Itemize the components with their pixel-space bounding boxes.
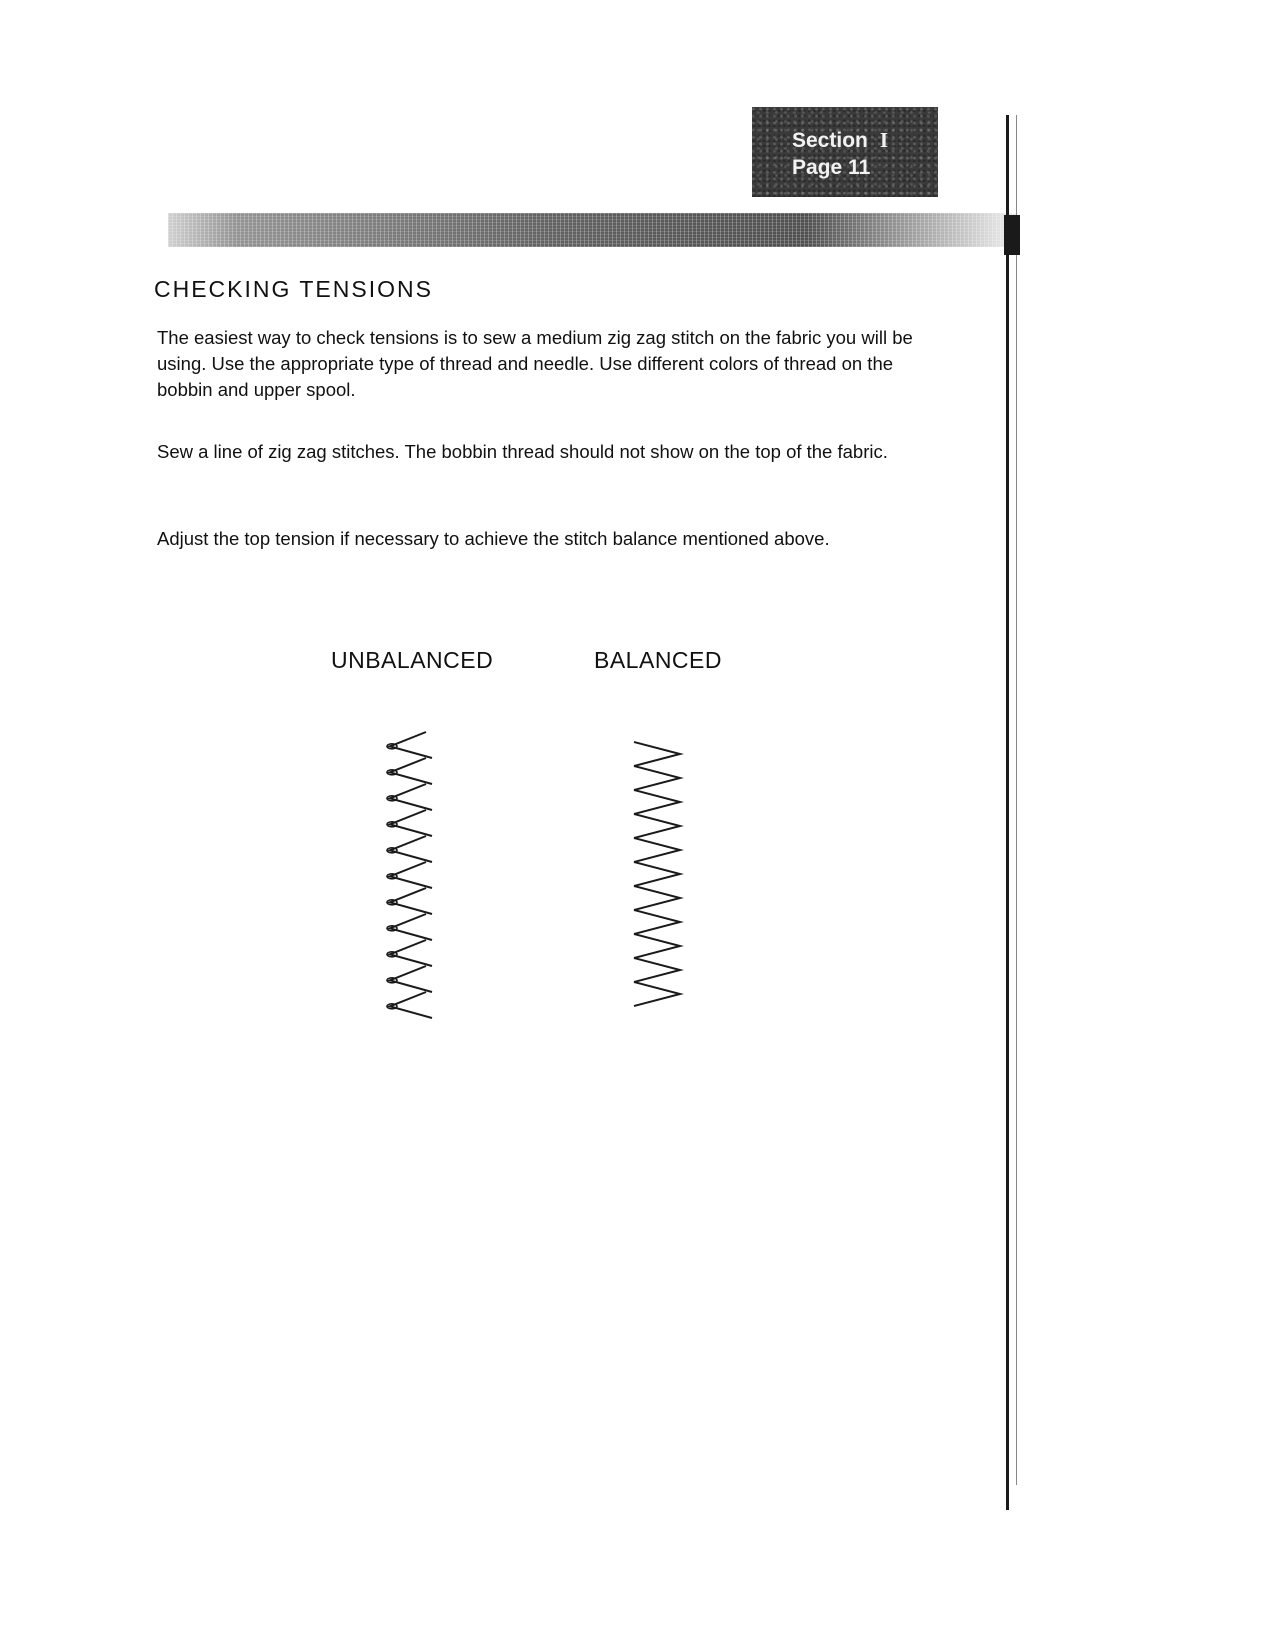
page-number: 11 [848, 156, 871, 179]
page-label: Page [792, 156, 843, 179]
balanced-stitch [634, 862, 680, 886]
unbalanced-label: UNBALANCED [331, 647, 494, 673]
right-margin-tab [1004, 215, 1020, 255]
section-number: I [879, 128, 889, 152]
balanced-stitch [634, 958, 680, 982]
section-label: Section [792, 129, 868, 152]
paragraph-adjust-tension: Adjust the top tension if necessary to achieve the stitch balance mentioned above. [157, 528, 830, 549]
right-margin-thin-rule [1016, 115, 1017, 1485]
balanced-stitch [634, 814, 680, 838]
balanced-stitch [634, 790, 680, 814]
balanced-stitch [634, 934, 680, 958]
page-title: CHECKING TENSIONS [154, 276, 433, 302]
section-line [792, 127, 938, 154]
balanced-stitch [634, 886, 680, 910]
paragraph-sew-line: Sew a line of zig zag stitches. The bobbin thread should not show on the top of the fabric. [157, 441, 888, 462]
header-bar [168, 213, 1018, 247]
unbalanced-stitch-illustration [380, 728, 450, 1028]
right-margin-rule [1006, 115, 1009, 1510]
balanced-label: BALANCED [594, 647, 722, 673]
paragraph-check-tensions: The easiest way to check tensions is to sew a medium zig zag stitch on the fabric you will be using. Use the appropriate type of thread and needle. Use different colors of thread on the bobbin and upper spool. [157, 327, 913, 400]
page-line [792, 154, 938, 181]
balanced-stitch [634, 766, 680, 790]
section-page-box [752, 107, 938, 197]
balanced-stitch [634, 910, 680, 934]
balanced-stitch [634, 838, 680, 862]
balanced-stitch [634, 742, 680, 766]
balanced-stitch [634, 982, 680, 1006]
balanced-stitch-illustration [632, 738, 702, 1018]
